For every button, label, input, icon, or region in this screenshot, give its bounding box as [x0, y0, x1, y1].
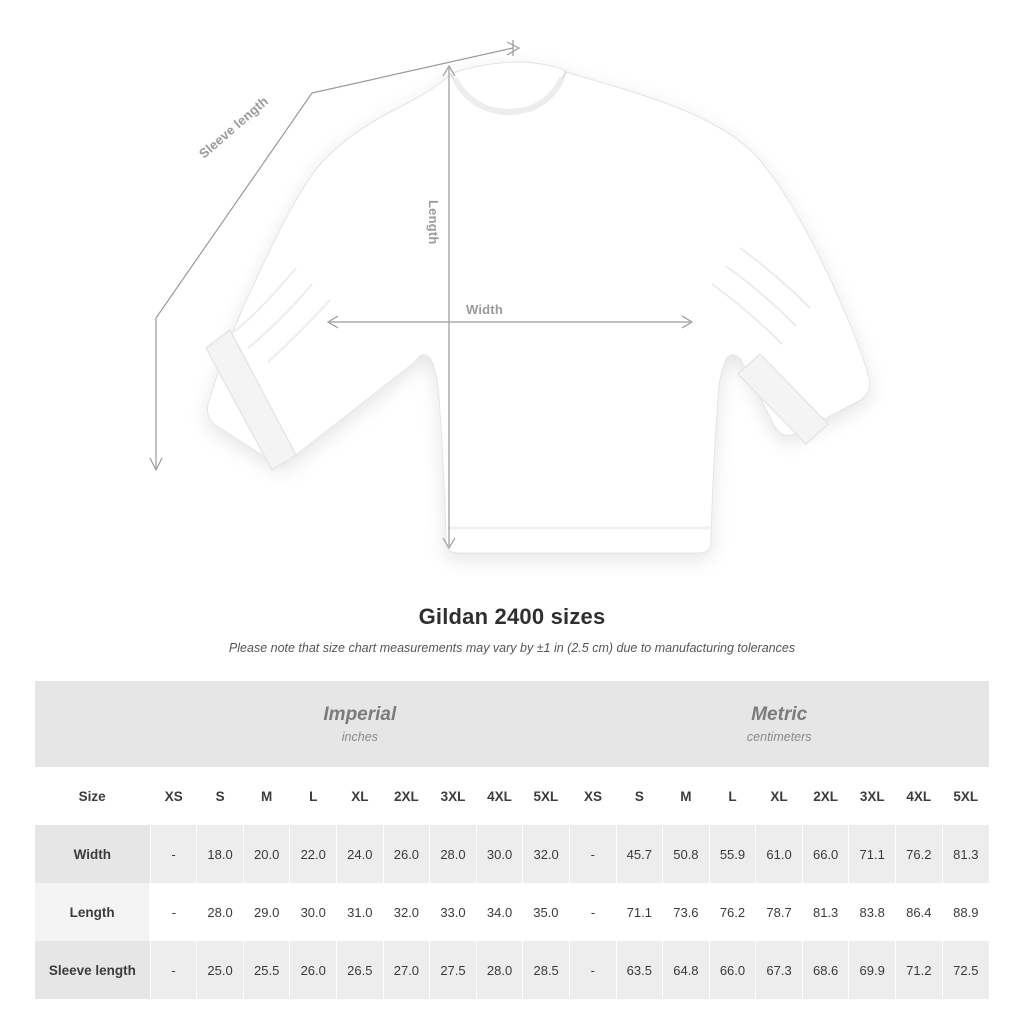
sleeve-imperial-xs: - [150, 941, 197, 999]
label-width: Width [466, 302, 503, 317]
length-metric-s: 71.1 [616, 883, 663, 941]
sleeve-metric-xl: 67.3 [756, 941, 803, 999]
sleeve-imperial-l: 26.0 [290, 941, 337, 999]
sleeve-metric-5xl: 72.5 [942, 941, 989, 999]
size-header-metric-4xl: 4XL [896, 767, 943, 825]
sleeve-imperial-3xl: 27.5 [430, 941, 477, 999]
sleeve-metric-s: 63.5 [616, 941, 663, 999]
length-imperial-2xl: 32.0 [383, 883, 430, 941]
size-header-metric-m: M [663, 767, 710, 825]
width-metric-xs: - [569, 825, 616, 883]
length-imperial-4xl: 34.0 [476, 883, 523, 941]
table-row-length [35, 883, 989, 941]
length-imperial-xl: 31.0 [337, 883, 384, 941]
length-metric-xl: 78.7 [756, 883, 803, 941]
width-imperial-xl: 24.0 [337, 825, 384, 883]
label-length: Length [426, 200, 441, 245]
group-subtitle-metric: centimeters [746, 729, 812, 744]
width-metric-5xl: 81.3 [942, 825, 989, 883]
length-imperial-s: 28.0 [197, 883, 244, 941]
table-row-width [35, 825, 989, 883]
width-imperial-m: 20.0 [243, 825, 290, 883]
sleeve-imperial-4xl: 28.0 [476, 941, 523, 999]
sleeve-metric-4xl: 71.2 [896, 941, 943, 999]
size-header-imperial-xl: XL [337, 767, 384, 825]
page-title: Gildan 2400 sizes [418, 604, 606, 629]
width-metric-xl: 61.0 [756, 825, 803, 883]
table-size-header-row [35, 767, 989, 825]
heading-block [0, 604, 1024, 655]
size-header-imperial-4xl: 4XL [476, 767, 523, 825]
width-imperial-2xl: 26.0 [383, 825, 430, 883]
table-row-sleeve-length [35, 941, 989, 999]
size-header-metric-s: S [616, 767, 663, 825]
sleeve-metric-2xl: 68.6 [802, 941, 849, 999]
length-imperial-5xl: 35.0 [523, 883, 570, 941]
sleeve-imperial-s: 25.0 [197, 941, 244, 999]
length-imperial-m: 29.0 [243, 883, 290, 941]
sleeve-imperial-2xl: 27.0 [383, 941, 430, 999]
length-metric-4xl: 86.4 [896, 883, 943, 941]
sleeve-metric-xs: - [569, 941, 616, 999]
length-metric-5xl: 88.9 [942, 883, 989, 941]
tolerance-note: Please note that size chart measurements may vary by ±1 in (2.5 cm) due to manufacturing tolerances [228, 641, 796, 655]
label-sleeve-length: Sleeve length [196, 93, 272, 162]
size-header-metric-2xl: 2XL [802, 767, 849, 825]
sleeve-metric-m: 64.8 [663, 941, 710, 999]
width-metric-s: 45.7 [616, 825, 663, 883]
width-imperial-5xl: 32.0 [523, 825, 570, 883]
width-metric-3xl: 71.1 [849, 825, 896, 883]
row-label-length: Length [35, 883, 150, 941]
size-header-imperial-3xl: 3XL [430, 767, 477, 825]
width-imperial-s: 18.0 [197, 825, 244, 883]
table-group-header-row [35, 681, 989, 767]
size-header-metric-xs: XS [569, 767, 616, 825]
length-imperial-l: 30.0 [290, 883, 337, 941]
sleeve-metric-3xl: 69.9 [849, 941, 896, 999]
length-metric-3xl: 83.8 [849, 883, 896, 941]
width-metric-4xl: 76.2 [896, 825, 943, 883]
sleeve-metric-l: 66.0 [709, 941, 756, 999]
width-metric-m: 50.8 [663, 825, 710, 883]
length-metric-l: 76.2 [709, 883, 756, 941]
length-metric-xs: - [569, 883, 616, 941]
group-title-metric: Metric [751, 704, 808, 726]
width-imperial-l: 22.0 [290, 825, 337, 883]
size-header-imperial-m: M [243, 767, 290, 825]
length-imperial-xs: - [150, 883, 197, 941]
size-header-metric-5xl: 5XL [942, 767, 989, 825]
group-header-metric [569, 681, 989, 767]
sleeve-imperial-xl: 26.5 [337, 941, 384, 999]
width-imperial-xs: - [150, 825, 197, 883]
size-header-imperial-xs: XS [150, 767, 197, 825]
length-metric-m: 73.6 [663, 883, 710, 941]
group-title-imperial: Imperial [323, 704, 397, 726]
group-header-spacer [35, 681, 150, 767]
width-metric-l: 55.9 [709, 825, 756, 883]
row-label-width: Width [35, 825, 150, 883]
group-header-imperial [150, 681, 569, 767]
size-header-imperial-5xl: 5XL [523, 767, 570, 825]
row-label-sleeve-length: Sleeve length [35, 941, 150, 999]
size-header-imperial-s: S [197, 767, 244, 825]
size-header-metric-3xl: 3XL [849, 767, 896, 825]
sleeve-imperial-5xl: 28.5 [523, 941, 570, 999]
size-table-wrapper [35, 681, 989, 999]
group-subtitle-imperial: inches [341, 729, 378, 744]
size-header-imperial-l: L [290, 767, 337, 825]
sleeve-imperial-m: 25.5 [243, 941, 290, 999]
size-header-imperial-2xl: 2XL [383, 767, 430, 825]
shirt-shape [207, 62, 869, 553]
length-imperial-3xl: 33.0 [430, 883, 477, 941]
size-chart-table [35, 681, 989, 999]
length-metric-2xl: 81.3 [802, 883, 849, 941]
width-imperial-3xl: 28.0 [430, 825, 477, 883]
width-imperial-4xl: 30.0 [476, 825, 523, 883]
row-label-size: Size [35, 767, 150, 825]
size-header-metric-l: L [709, 767, 756, 825]
size-header-metric-xl: XL [756, 767, 803, 825]
width-metric-2xl: 66.0 [802, 825, 849, 883]
